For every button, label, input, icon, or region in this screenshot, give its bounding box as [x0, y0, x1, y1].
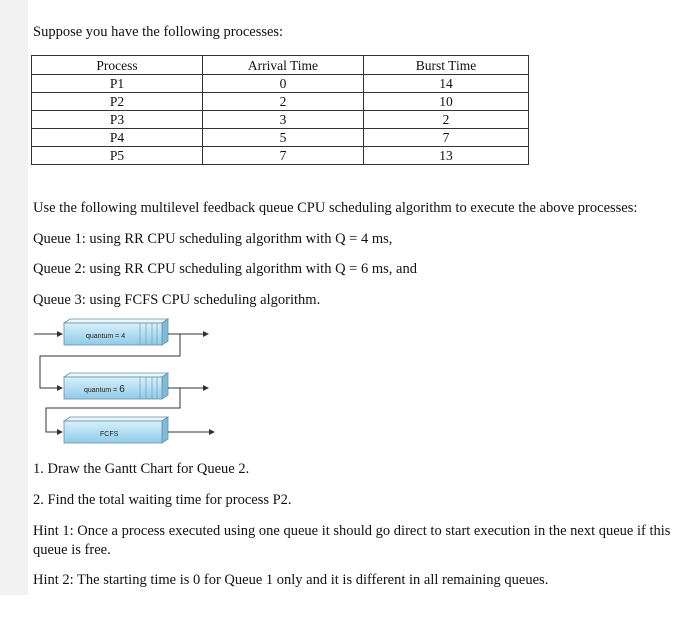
- queue2-label-value: 6: [119, 384, 125, 395]
- cell-burst: 14: [364, 75, 529, 93]
- queue2-box: [64, 373, 168, 399]
- header-arrival-time: Arrival Time: [203, 56, 364, 75]
- instructions-lead: Use the following multilevel feedback queue CPU scheduling algorithm to execute the above processes:: [33, 200, 638, 216]
- queue1-box: [64, 319, 168, 345]
- question-1: 1. Draw the Gantt Chart for Queue 2.: [33, 461, 250, 477]
- cell-burst: 13: [364, 147, 529, 165]
- header-process: Process: [32, 56, 203, 75]
- cell-burst: 7: [364, 129, 529, 147]
- queue3-text: Queue 3: using FCFS CPU scheduling algorithm.: [33, 292, 321, 308]
- table-row: [32, 111, 529, 129]
- queue2-text: Queue 2: using RR CPU scheduling algorithm with Q = 6 ms, and: [33, 261, 417, 277]
- table-row: [32, 75, 529, 93]
- table-row: [32, 147, 529, 165]
- hint-1: Hint 1: Once a process executed using one queue it should go direct to start execution in the next queue if this queue is free.: [33, 523, 671, 558]
- cell-process: P4: [32, 129, 203, 147]
- queue2-label-prefix: quantum =: [84, 387, 120, 394]
- cell-process: P2: [32, 93, 203, 111]
- cell-process: P5: [32, 147, 203, 165]
- cell-arrival: 7: [203, 147, 364, 165]
- question-2: 2. Find the total waiting time for process P2.: [33, 492, 292, 508]
- queue1-label: quantum = 4: [86, 333, 126, 340]
- cell-burst: 10: [364, 93, 529, 111]
- queue3-label: FCFS: [100, 431, 119, 438]
- cell-burst: 2: [364, 111, 529, 129]
- queue1-text: Queue 1: using RR CPU scheduling algorithm with Q = 4 ms,: [33, 231, 393, 247]
- mlfq-diagram: [28, 316, 228, 450]
- table-header-row: [32, 56, 529, 75]
- table-row: [32, 93, 529, 111]
- intro-text: Suppose you have the following processes:: [33, 24, 284, 40]
- cell-arrival: 2: [203, 93, 364, 111]
- hint-2: Hint 2: The starting time is 0 for Queue 1 only and it is different in all remaining queues.: [33, 572, 549, 588]
- table-row: [32, 129, 529, 147]
- queue3-box: [64, 417, 168, 443]
- cell-process: P1: [32, 75, 203, 93]
- cell-arrival: 0: [203, 75, 364, 93]
- left-margin-bar: [0, 0, 28, 595]
- header-burst-time: Burst Time: [364, 56, 529, 75]
- process-table: [31, 55, 529, 165]
- cell-process: P3: [32, 111, 203, 129]
- cell-arrival: 3: [203, 111, 364, 129]
- cell-arrival: 5: [203, 129, 364, 147]
